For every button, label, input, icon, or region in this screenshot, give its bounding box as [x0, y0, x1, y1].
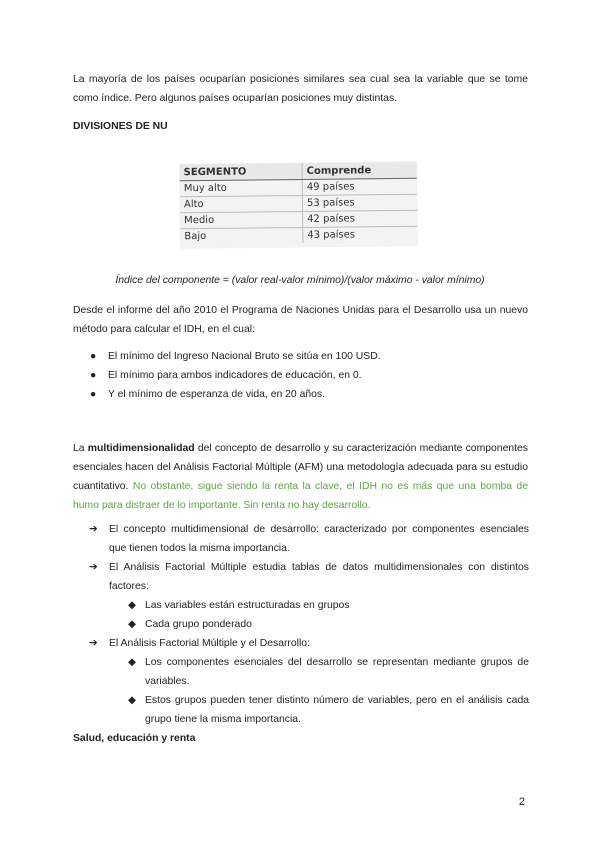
sub-list — [109, 653, 529, 729]
list-item — [73, 385, 533, 404]
table-row — [180, 226, 417, 244]
table-cell-segment: Bajo — [180, 227, 303, 244]
bullet-icon: ● — [90, 351, 97, 362]
diamond-icon: ◆ — [128, 657, 136, 668]
list-item — [73, 366, 533, 385]
method-paragraph: Desde el informe del año 2010 el Programa de Naciones Unidas para el Desarrollo usa un nuevo método para calcular el IDH, en el cual: — [73, 305, 528, 335]
multidimensionality-paragraph — [73, 439, 528, 515]
arrow-item-text: El concepto multidimensional de desarrollo: caracterizado por componentes esenciales que tienen todos la misma importancia. — [109, 524, 529, 554]
table-cell-count: 53 países — [302, 194, 417, 211]
paragraph-text: del concepto de desarrollo y su caracterización mediante componentes esenciales hacen del Análisis Factorial Múltiple (AFM) una metodología adecuada para su estudio cuantitativo. — [73, 443, 528, 492]
divisions-heading: DIVISIONES DE NU — [73, 121, 168, 132]
health-heading: Salud, educación y renta — [73, 733, 196, 744]
arrow-icon: ➔ — [89, 638, 98, 649]
diamond-icon: ◆ — [128, 619, 136, 630]
arrow-list — [89, 520, 529, 729]
list-item-text: Y el mínimo de esperanza de vida, en 20 años. — [108, 389, 325, 400]
method-bullet-list — [73, 347, 533, 404]
bold-term: multidimensionalidad — [87, 443, 195, 454]
sub-item-text: Las variables están estructuradas en grupos — [145, 600, 350, 611]
arrow-list-item — [89, 558, 529, 634]
bullet-icon: ● — [90, 389, 97, 400]
arrow-item-text: El Análisis Factorial Múltiple y el Desarrollo: — [109, 638, 310, 649]
list-item — [73, 347, 533, 366]
green-comment-text: No obstante, sigue siendo la renta la clave, el IDH no es más que una bomba de humo para distraer de lo importante. Sin renta no hay desarrollo. — [73, 481, 528, 511]
list-item-text: El mínimo para ambos indicadores de educación, en 0. — [108, 370, 362, 381]
arrow-icon: ➔ — [89, 524, 98, 535]
bullet-icon: ● — [90, 370, 97, 381]
sub-list — [109, 596, 529, 634]
paragraph-text: La — [73, 443, 88, 454]
sub-item-text: Estos grupos pueden tener distinto número de variables, pero en el análisis cada grupo tiene la misma importancia. — [145, 695, 529, 725]
list-item-text: El mínimo del Ingreso Nacional Bruto se sitúa en 100 USD. — [108, 351, 381, 362]
table-cell-segment: Muy alto — [180, 179, 303, 196]
segment-table-image — [180, 162, 418, 248]
page-number: 2 — [518, 796, 525, 808]
sub-list-item — [109, 596, 529, 615]
table-cell-segment: Alto — [180, 195, 303, 212]
arrow-item-text: El Análisis Factorial Múltiple estudia tablas de datos multidimensionales con distintos factores: — [109, 562, 529, 592]
intro-paragraph: La mayoría de los países ocuparían posiciones similares sea cual sea la variable que se tome como índice. Pero algunos países ocuparían posiciones muy distintas. — [73, 74, 528, 104]
diamond-icon: ◆ — [128, 600, 136, 611]
diamond-icon: ◆ — [128, 695, 136, 706]
arrow-list-item — [89, 634, 529, 729]
arrow-icon: ➔ — [89, 562, 98, 573]
segment-table — [180, 162, 418, 244]
table-header-comprende: Comprende — [302, 162, 417, 180]
sub-list-item — [109, 615, 529, 634]
table-cell-count: 42 países — [303, 210, 418, 227]
arrow-list-item — [89, 520, 529, 558]
sub-list-item — [109, 653, 529, 691]
table-cell-count: 43 países — [303, 226, 418, 243]
table-cell-segment: Medio — [180, 211, 303, 228]
sub-list-item — [109, 691, 529, 729]
sub-item-text: Cada grupo ponderado — [145, 619, 252, 630]
table-header-segment: SEGMENTO — [180, 163, 303, 181]
table-cell-count: 49 países — [302, 178, 417, 195]
sub-item-text: Los componentes esenciales del desarrollo se representan mediante grupos de variables. — [145, 657, 529, 687]
component-index-formula: Índice del componente = (valor real-valor mínimo)/(valor máximo - valor mínimo) — [115, 275, 485, 286]
